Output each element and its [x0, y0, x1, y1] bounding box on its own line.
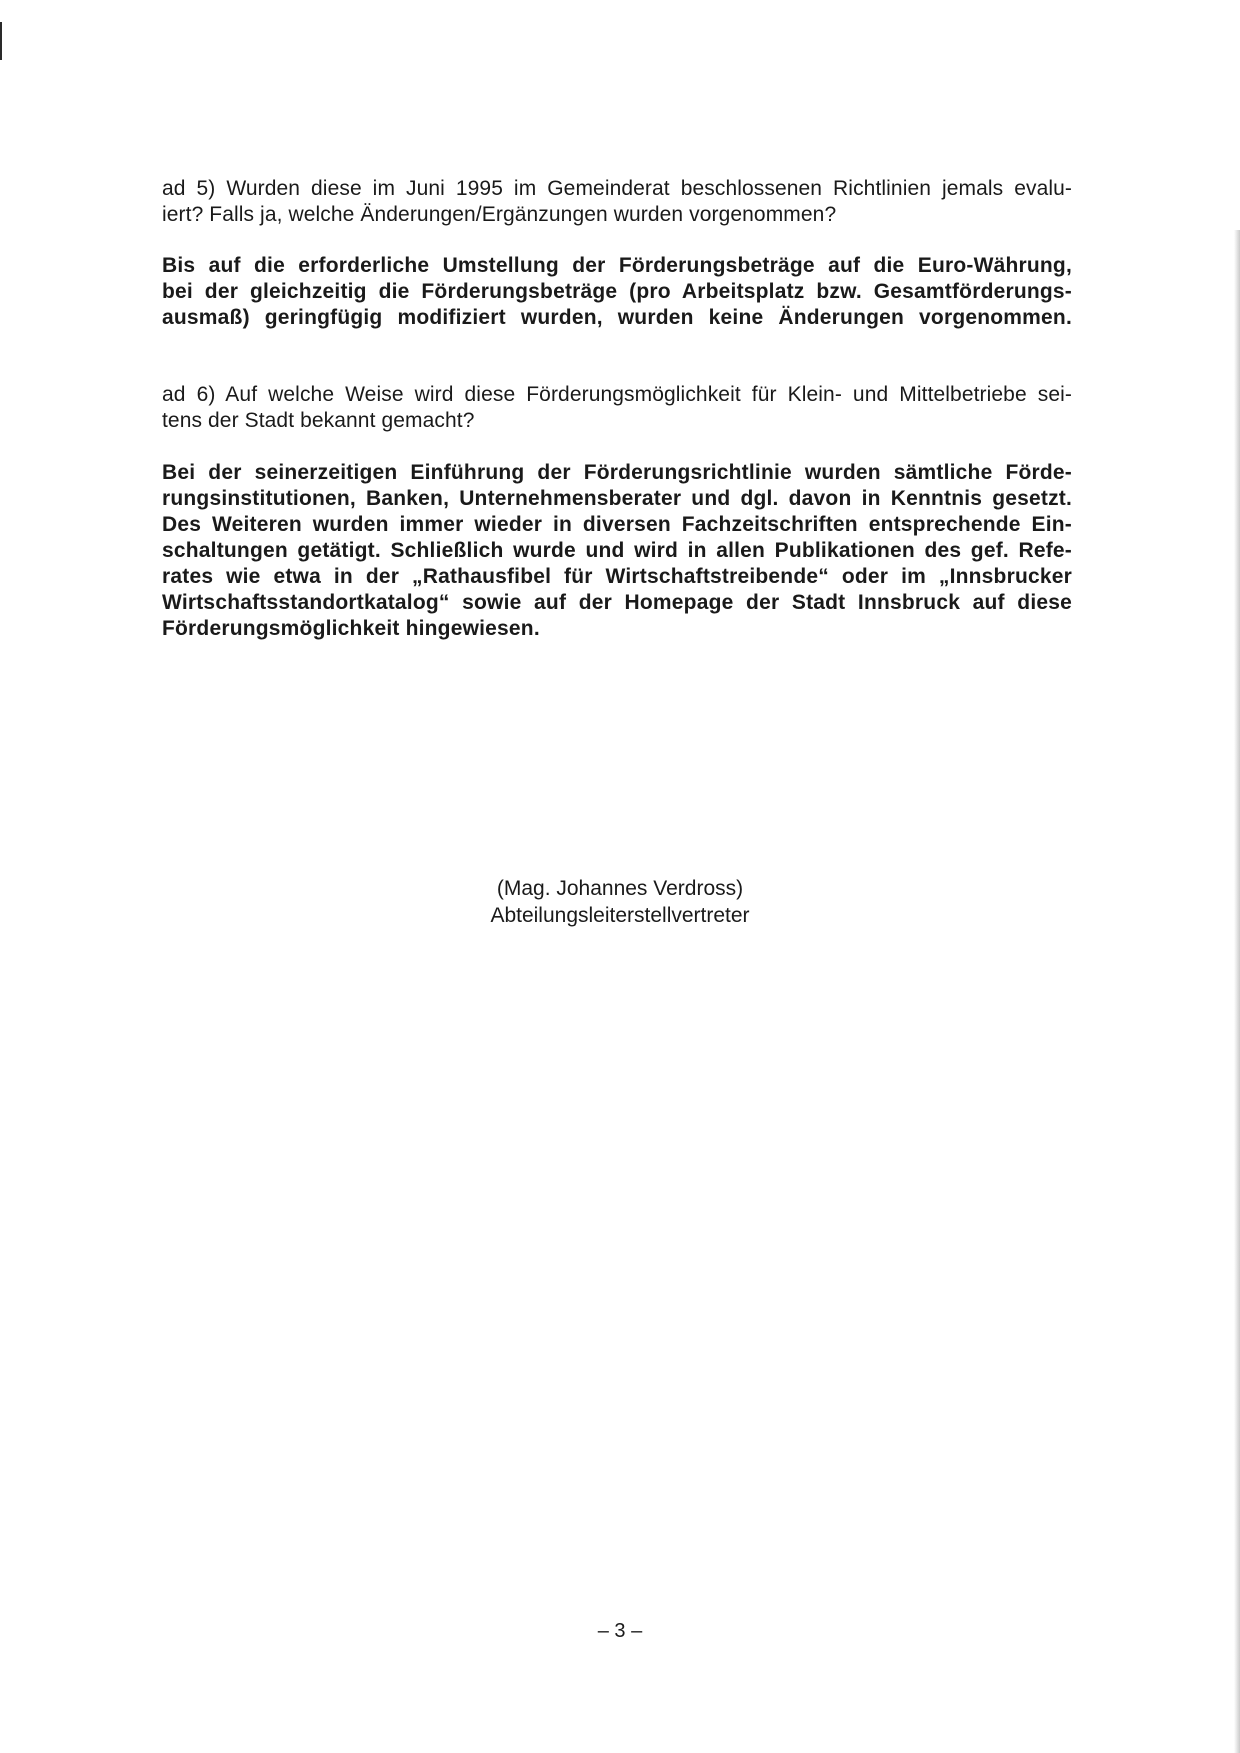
signature-block	[420, 875, 820, 929]
answer-6-line-2: rungsinstitutionen, Banken, Unternehmensberater und dgl. davon in Kenntnis gesetzt.	[162, 487, 1072, 510]
answer-6-line-1: Bei der seinerzeitigen Einführung der Förderungsrichtlinie wurden sämtliche Förde-	[162, 461, 1072, 484]
question-5-line-1: ad 5) Wurden diese im Juni 1995 im Gemeinderat beschlossenen Richtlinien jemals evalu-	[162, 177, 1072, 200]
signatory-title: Abteilungsleiterstellvertreter	[490, 904, 750, 927]
signatory-name: (Mag. Johannes Verdross)	[496, 877, 744, 900]
scan-edge-shadow	[1234, 230, 1240, 1753]
question-6-line-2: tens der Stadt bekannt gemacht?	[162, 409, 475, 432]
answer-5	[162, 253, 1072, 331]
question-6	[162, 382, 1072, 434]
answer-6	[162, 460, 1072, 642]
answer-6-line-5: rates wie etwa in der „Rathausfibel für Wirtschaftstreibende“ oder im „Innsbrucker	[162, 565, 1072, 588]
answer-6-line-6: Wirtschaftsstandortkatalog“ sowie auf der Homepage der Stadt Innsbruck auf diese	[162, 591, 1072, 614]
question-5	[162, 176, 1072, 228]
answer-5-line-1: Bis auf die erforderliche Umstellung der Förderungsbeträge auf die Euro-Währung,	[162, 254, 1072, 277]
answer-6-line-7: Förderungsmöglichkeit hingewiesen.	[162, 617, 540, 640]
question-6-line-1: ad 6) Auf welche Weise wird diese Förderungsmöglichkeit für Klein- und Mittelbetriebe sei-	[162, 383, 1072, 406]
page-number: – 3 –	[597, 1620, 643, 1642]
answer-5-line-3: ausmaß) geringfügig modifiziert wurden, wurden keine Änderungen vorgenommen.	[162, 306, 1072, 329]
answer-5-line-2: bei der gleichzeitig die Förderungsbeträge (pro Arbeitsplatz bzw. Gesamtförderungs-	[162, 280, 1072, 303]
answer-6-line-4: schaltungen getätigt. Schließlich wurde und wird in allen Publikationen des gef. Refe-	[162, 539, 1072, 562]
answer-6-line-3: Des Weiteren wurden immer wieder in diversen Fachzeitschriften entsprechende Ein-	[162, 513, 1072, 536]
question-5-line-2: iert? Falls ja, welche Änderungen/Ergänzungen wurden vorgenommen?	[162, 203, 837, 226]
scan-edge-mark	[0, 22, 2, 60]
